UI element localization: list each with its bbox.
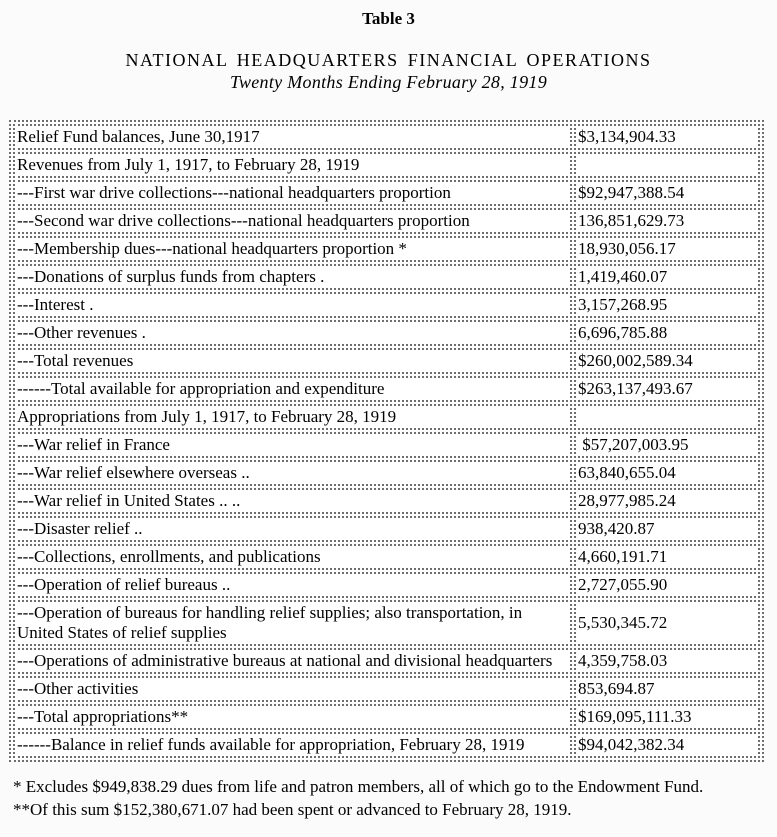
row-value: 63,840,655.04 xyxy=(574,460,760,486)
row-value: 4,660,191.71 xyxy=(574,544,760,570)
table-row xyxy=(13,208,760,234)
row-value: $57,207,003.95 xyxy=(574,432,760,458)
table-row xyxy=(13,704,760,730)
row-value: 1,419,460.07 xyxy=(574,264,760,290)
row-label: ---Other activities xyxy=(13,676,572,702)
table-row xyxy=(13,320,760,346)
row-label: ---Disaster relief .. xyxy=(13,516,572,542)
row-label: ---Operation of relief bureaus .. xyxy=(13,572,572,598)
table-row xyxy=(13,236,760,262)
row-value: $263,137,493.67 xyxy=(574,376,760,402)
table-row xyxy=(13,460,760,486)
table-row xyxy=(13,348,760,374)
row-value xyxy=(574,404,760,430)
page-title: NATIONAL HEADQUARTERS FINANCIAL OPERATIONS xyxy=(125,50,652,70)
row-value: 136,851,629.73 xyxy=(574,208,760,234)
row-label: Appropriations from July 1, 1917, to February 28, 1919 xyxy=(13,404,572,430)
row-label: ---Collections, enrollments, and publications xyxy=(13,544,572,570)
row-value: 6,696,785.88 xyxy=(574,320,760,346)
table-row xyxy=(13,152,760,178)
row-label: ---Operations of administrative bureaus at national and divisional headquarters xyxy=(13,648,572,674)
row-label: ---Donations of surplus funds from chapters . xyxy=(13,264,572,290)
row-value: 5,530,345.72 xyxy=(574,600,760,646)
table-row xyxy=(13,292,760,318)
row-label: ---Total appropriations** xyxy=(13,704,572,730)
table-row xyxy=(13,648,760,674)
table-row xyxy=(13,124,760,150)
row-label: ---Second war drive collections---national headquarters proportion xyxy=(13,208,572,234)
table-row xyxy=(13,676,760,702)
row-value: $3,134,904.33 xyxy=(574,124,760,150)
row-value: 3,157,268.95 xyxy=(574,292,760,318)
row-value: 18,930,056.17 xyxy=(574,236,760,262)
table-row xyxy=(13,404,760,430)
row-label: ---Membership dues---national headquarters proportion * xyxy=(13,236,572,262)
row-label: ---Operation of bureaus for handling relief supplies; also transportation, in United States of relief supplies xyxy=(13,600,572,646)
table-row xyxy=(13,516,760,542)
row-value: $260,002,589.34 xyxy=(574,348,760,374)
table-row xyxy=(13,180,760,206)
row-value xyxy=(574,152,760,178)
row-label: ---War relief in France xyxy=(13,432,572,458)
footnote-total-appropriations: **Of this sum $152,380,671.07 had been spent or advanced to February 28, 1919. xyxy=(13,800,572,819)
row-value: 4,359,758.03 xyxy=(574,648,760,674)
table-row xyxy=(13,488,760,514)
row-label: Relief Fund balances, June 30,1917 xyxy=(13,124,572,150)
row-label: ------Total available for appropriation and expenditure xyxy=(13,376,572,402)
row-label: Revenues from July 1, 1917, to February 28, 1919 xyxy=(13,152,572,178)
row-label: ---First war drive collections---national headquarters proportion xyxy=(13,180,572,206)
row-value: 853,694.87 xyxy=(574,676,760,702)
financial-table-body xyxy=(13,124,760,758)
table-number: Table 3 xyxy=(362,9,415,28)
row-value: $169,095,111.33 xyxy=(574,704,760,730)
row-value: $92,947,388.54 xyxy=(574,180,760,206)
row-label: ---War relief elsewhere overseas .. xyxy=(13,460,572,486)
table-row xyxy=(13,376,760,402)
row-value: $94,042,382.34 xyxy=(574,732,760,758)
row-value: 28,977,985.24 xyxy=(574,488,760,514)
table-row xyxy=(13,572,760,598)
row-label: ------Balance in relief funds available for appropriation, February 28, 1919 xyxy=(13,732,572,758)
row-label: ---Total revenues xyxy=(13,348,572,374)
row-value: 938,420.87 xyxy=(574,516,760,542)
table-row xyxy=(13,600,760,646)
table-row xyxy=(13,544,760,570)
table-row xyxy=(13,732,760,758)
footnotes xyxy=(13,775,777,821)
financial-operations-table xyxy=(9,120,764,762)
row-value: 2,727,055.90 xyxy=(574,572,760,598)
page-subtitle: Twenty Months Ending February 28, 1919 xyxy=(229,72,548,92)
table-row xyxy=(13,432,760,458)
table-row xyxy=(13,264,760,290)
footnote-membership-dues: * Excludes $949,838.29 dues from life and patron members, all of which go to the Endowment Fund. xyxy=(13,777,704,796)
row-label: ---War relief in United States .. .. xyxy=(13,488,572,514)
row-label: ---Interest . xyxy=(13,292,572,318)
row-label: ---Other revenues . xyxy=(13,320,572,346)
